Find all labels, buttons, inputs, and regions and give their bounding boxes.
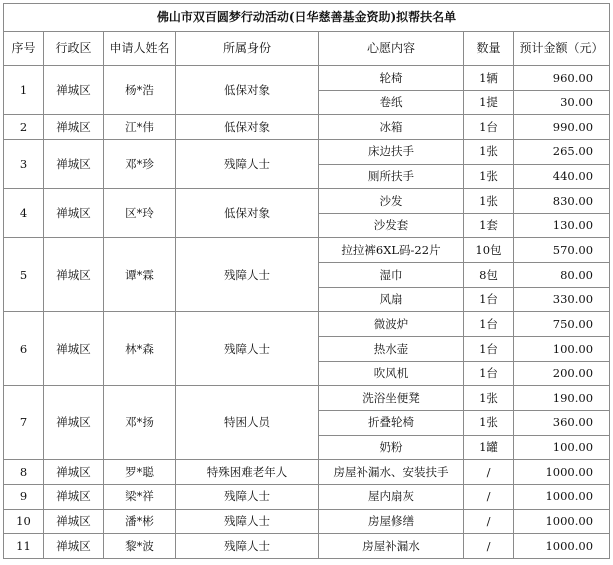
applicant-name-cell: 江*伟	[104, 115, 176, 140]
row-number: 1	[4, 66, 44, 115]
district-cell: 禅城区	[44, 139, 104, 188]
table-row	[4, 189, 610, 214]
amount-cell: 990.00	[514, 115, 610, 140]
quantity-cell: 1台	[464, 115, 514, 140]
amount-cell: 360.00	[514, 410, 610, 435]
header-wish: 心愿内容	[319, 32, 464, 66]
identity-cell: 低保对象	[176, 66, 319, 115]
header-district: 行政区	[44, 32, 104, 66]
row-number: 9	[4, 484, 44, 509]
document-page	[3, 3, 609, 559]
applicant-name-cell: 谭*霖	[104, 238, 176, 312]
amount-cell: 1000.00	[514, 484, 610, 509]
row-number: 3	[4, 139, 44, 188]
wish-cell: 床边扶手	[319, 139, 464, 164]
quantity-cell: /	[464, 534, 514, 559]
wish-cell: 屋内扇灰	[319, 484, 464, 509]
identity-cell: 残障人士	[176, 534, 319, 559]
district-cell: 禅城区	[44, 534, 104, 559]
wish-cell: 奶粉	[319, 435, 464, 460]
applicant-name-cell: 梁*祥	[104, 484, 176, 509]
wish-cell: 洗浴坐便凳	[319, 386, 464, 411]
table-row	[4, 139, 610, 164]
row-number: 6	[4, 312, 44, 386]
table-row	[4, 386, 610, 411]
quantity-cell: 1张	[464, 189, 514, 214]
quantity-cell: 1辆	[464, 66, 514, 91]
district-cell: 禅城区	[44, 312, 104, 386]
district-cell: 禅城区	[44, 115, 104, 140]
amount-cell: 200.00	[514, 361, 610, 386]
identity-cell: 残障人士	[176, 484, 319, 509]
row-number: 10	[4, 509, 44, 534]
amount-cell: 100.00	[514, 337, 610, 362]
amount-cell: 1000.00	[514, 460, 610, 485]
row-number: 8	[4, 460, 44, 485]
quantity-cell: 1提	[464, 90, 514, 115]
header-no: 序号	[4, 32, 44, 66]
amount-cell: 190.00	[514, 386, 610, 411]
wish-cell: 轮椅	[319, 66, 464, 91]
identity-cell: 残障人士	[176, 312, 319, 386]
district-cell: 禅城区	[44, 386, 104, 460]
wish-cell: 热水壶	[319, 337, 464, 362]
amount-cell: 960.00	[514, 66, 610, 91]
district-cell: 禅城区	[44, 66, 104, 115]
amount-cell: 265.00	[514, 139, 610, 164]
district-cell: 禅城区	[44, 484, 104, 509]
quantity-cell: 1罐	[464, 435, 514, 460]
applicant-name-cell: 区*玲	[104, 189, 176, 238]
row-number: 5	[4, 238, 44, 312]
table-row	[4, 484, 610, 509]
amount-cell: 30.00	[514, 90, 610, 115]
quantity-cell: 1张	[464, 164, 514, 189]
header-row	[4, 32, 610, 66]
wish-cell: 房屋补漏水	[319, 534, 464, 559]
amount-cell: 1000.00	[514, 534, 610, 559]
wish-cell: 房屋修缮	[319, 509, 464, 534]
district-cell: 禅城区	[44, 238, 104, 312]
quantity-cell: 10包	[464, 238, 514, 263]
district-cell: 禅城区	[44, 509, 104, 534]
identity-cell: 特困人员	[176, 386, 319, 460]
table-title: 佛山市双百圆梦行动活动(日华慈善基金资助)拟帮扶名单	[4, 4, 610, 32]
table-row	[4, 238, 610, 263]
applicant-name-cell: 潘*彬	[104, 509, 176, 534]
table-row	[4, 509, 610, 534]
table-row	[4, 312, 610, 337]
header-identity: 所属身份	[176, 32, 319, 66]
quantity-cell: /	[464, 460, 514, 485]
applicant-name-cell: 邓*珍	[104, 139, 176, 188]
header-amount: 预计金额（元）	[514, 32, 610, 66]
applicant-name-cell: 杨*浩	[104, 66, 176, 115]
wish-cell: 微波炉	[319, 312, 464, 337]
identity-cell: 特殊困难老年人	[176, 460, 319, 485]
row-number: 4	[4, 189, 44, 238]
amount-cell: 130.00	[514, 213, 610, 238]
table-row	[4, 115, 610, 140]
wish-cell: 冰箱	[319, 115, 464, 140]
table-row	[4, 460, 610, 485]
quantity-cell: 1台	[464, 337, 514, 362]
table-body	[4, 66, 610, 559]
amount-cell: 830.00	[514, 189, 610, 214]
applicant-name-cell: 邓*扬	[104, 386, 176, 460]
wish-cell: 房屋补漏水、安装扶手	[319, 460, 464, 485]
wish-cell: 沙发	[319, 189, 464, 214]
row-number: 11	[4, 534, 44, 559]
assistance-list-table	[3, 3, 610, 559]
quantity-cell: 1张	[464, 410, 514, 435]
amount-cell: 750.00	[514, 312, 610, 337]
district-cell: 禅城区	[44, 189, 104, 238]
wish-cell: 卷纸	[319, 90, 464, 115]
applicant-name-cell: 黎*波	[104, 534, 176, 559]
wish-cell: 湿巾	[319, 263, 464, 288]
applicant-name-cell: 罗*聪	[104, 460, 176, 485]
quantity-cell: /	[464, 484, 514, 509]
identity-cell: 残障人士	[176, 238, 319, 312]
wish-cell: 风扇	[319, 287, 464, 312]
row-number: 2	[4, 115, 44, 140]
amount-cell: 330.00	[514, 287, 610, 312]
quantity-cell: 1张	[464, 386, 514, 411]
identity-cell: 低保对象	[176, 115, 319, 140]
table-row	[4, 66, 610, 91]
header-quantity: 数量	[464, 32, 514, 66]
wish-cell: 折叠轮椅	[319, 410, 464, 435]
identity-cell: 残障人士	[176, 509, 319, 534]
wish-cell: 吹风机	[319, 361, 464, 386]
row-number: 7	[4, 386, 44, 460]
header-applicant-name: 申请人姓名	[104, 32, 176, 66]
district-cell: 禅城区	[44, 460, 104, 485]
quantity-cell: 1套	[464, 213, 514, 238]
quantity-cell: /	[464, 509, 514, 534]
quantity-cell: 8包	[464, 263, 514, 288]
quantity-cell: 1台	[464, 361, 514, 386]
applicant-name-cell: 林*森	[104, 312, 176, 386]
quantity-cell: 1台	[464, 287, 514, 312]
wish-cell: 厕所扶手	[319, 164, 464, 189]
amount-cell: 1000.00	[514, 509, 610, 534]
wish-cell: 沙发套	[319, 213, 464, 238]
amount-cell: 440.00	[514, 164, 610, 189]
wish-cell: 拉拉裤6XL码-22片	[319, 238, 464, 263]
identity-cell: 低保对象	[176, 189, 319, 238]
table-row	[4, 534, 610, 559]
amount-cell: 80.00	[514, 263, 610, 288]
amount-cell: 570.00	[514, 238, 610, 263]
quantity-cell: 1台	[464, 312, 514, 337]
amount-cell: 100.00	[514, 435, 610, 460]
identity-cell: 残障人士	[176, 139, 319, 188]
quantity-cell: 1张	[464, 139, 514, 164]
